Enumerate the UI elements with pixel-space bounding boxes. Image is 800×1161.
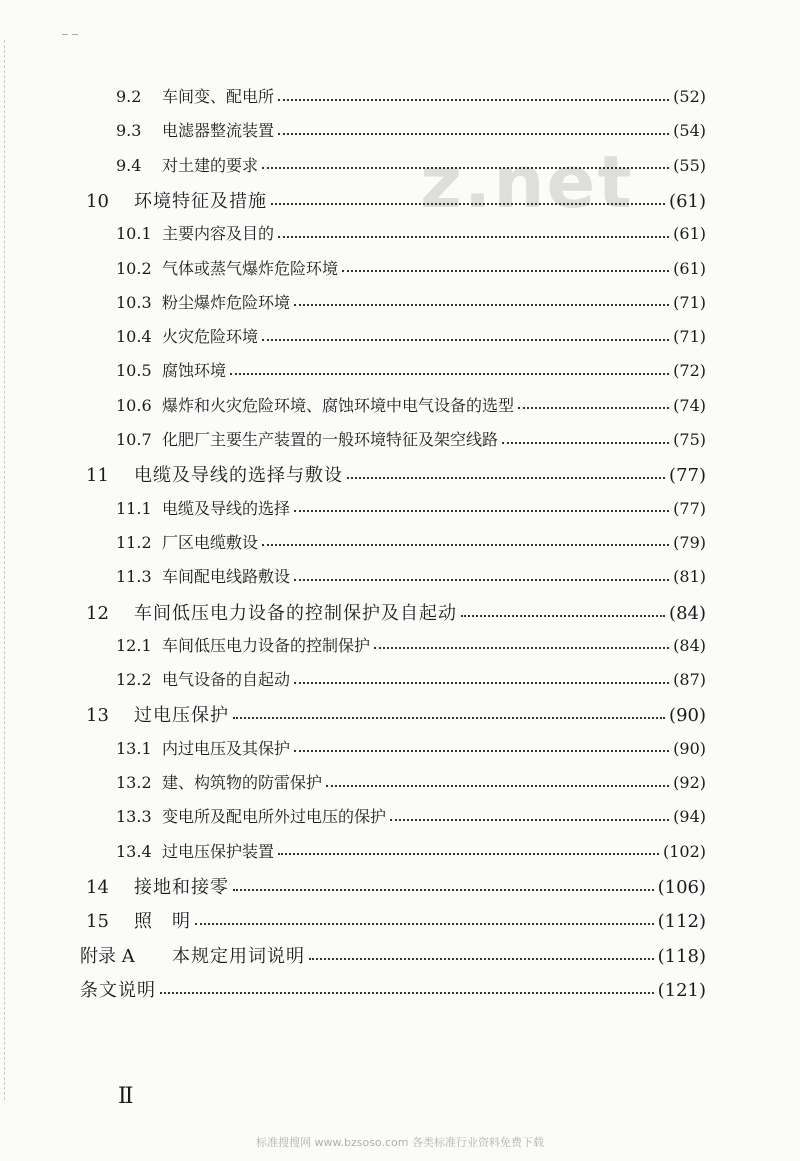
toc-section-entry[interactable] — [116, 221, 706, 244]
toc-entry-title: 电气设备的自起动 — [162, 670, 291, 690]
toc-page-number: (81) — [673, 567, 706, 587]
toc-entry-title: 车间变、配电所 — [162, 87, 275, 106]
toc-page-number: (106) — [657, 876, 706, 898]
toc-entry-title: 内过电压及其保护 — [162, 738, 291, 758]
toc-entry-title: 对土建的要求 — [162, 155, 259, 175]
toc-entry-number: 11.2 — [116, 532, 152, 552]
toc-dot-leader — [271, 203, 665, 205]
toc-section-entry[interactable] — [116, 667, 706, 690]
toc-page-number: (61) — [673, 224, 706, 244]
toc-entry-title: 气体或蒸气爆炸危险环境 — [162, 258, 339, 278]
toc-entry-title: 腐蚀环境 — [162, 361, 227, 381]
toc-entry-number: 9.4 — [116, 155, 142, 175]
toc-dot-leader — [195, 923, 654, 925]
toc-page-number: (121) — [657, 979, 706, 1001]
toc-entry-title: 粉尘爆炸危险环境 — [162, 292, 291, 312]
toc-dot-leader — [233, 717, 665, 719]
toc-page-number: (90) — [673, 738, 706, 758]
toc-entry-number: 11.1 — [116, 498, 152, 518]
toc-dot-leader — [262, 544, 669, 546]
toc-entry-title: 车间低压电力设备的控制保护及自起动 — [134, 602, 457, 624]
toc-entry-number: 10.1 — [116, 224, 152, 244]
toc-dot-leader — [278, 236, 669, 238]
toc-entry-number: 11.3 — [116, 567, 152, 587]
toc-chapter-entry[interactable] — [86, 701, 706, 727]
toc-entry-title: 建、构筑物的防雷保护 — [162, 773, 323, 792]
toc-entry-title: 条文说明 — [80, 979, 156, 1001]
toc-dot-leader — [374, 647, 669, 649]
toc-section-entry[interactable] — [116, 564, 706, 587]
toc-entry-number: 9.2 — [116, 87, 142, 106]
toc-dot-leader — [278, 133, 669, 135]
toc-page-number: (102) — [662, 841, 706, 861]
toc-page-number: (75) — [673, 430, 706, 449]
toc-entry-title: 过电压保护 — [134, 705, 229, 727]
toc-dot-leader — [230, 373, 669, 375]
toc-entry-title: 电缆及导线的选择与敷设 — [134, 465, 343, 487]
toc-entry-number: 10.5 — [116, 361, 152, 381]
toc-section-entry[interactable] — [116, 118, 706, 141]
toc-page-number: (77) — [669, 465, 706, 487]
toc-dot-leader — [390, 819, 669, 821]
toc-page-number: (74) — [673, 395, 706, 415]
toc-dot-leader — [502, 442, 669, 444]
toc-dot-leader — [518, 407, 669, 409]
toc-dot-leader — [160, 992, 654, 994]
page-folio: II — [118, 1084, 132, 1109]
toc-entry-title: 照 明 — [134, 911, 191, 933]
toc-section-entry[interactable] — [116, 427, 706, 450]
scan-speck — [72, 34, 78, 35]
toc-entry-number: 10.4 — [116, 327, 152, 347]
toc-entry-number: 15 — [86, 911, 109, 933]
toc-dot-leader — [278, 853, 659, 855]
toc-chapter-entry[interactable] — [86, 873, 706, 899]
toc-page-number: (84) — [673, 635, 706, 655]
toc-entry-number: 14 — [86, 876, 109, 898]
toc-entry-title: 爆炸和火灾危险环境、腐蚀环境中电气设备的选型 — [162, 395, 515, 415]
toc-section-entry[interactable] — [116, 633, 706, 656]
toc-entry-number: 11 — [86, 465, 109, 487]
toc-entry-title: 电滤器整流装置 — [162, 121, 275, 141]
toc-section-entry[interactable] — [116, 530, 706, 553]
toc-page-number: (71) — [673, 327, 706, 347]
toc-page-number: (79) — [673, 532, 706, 552]
toc-section-entry[interactable] — [116, 358, 706, 381]
toc-entry-number: 附录 A — [80, 945, 135, 967]
toc-entry-number: 13.4 — [116, 841, 152, 861]
toc-dot-leader — [233, 889, 654, 891]
toc-section-entry[interactable] — [116, 256, 706, 279]
toc-dot-leader — [326, 785, 669, 787]
toc-chapter-entry[interactable] — [86, 461, 706, 487]
toc-section-entry[interactable] — [116, 770, 706, 793]
scan-edge-mark — [4, 40, 5, 1100]
toc-entry-number: 13.3 — [116, 807, 152, 827]
toc-entry-title: 车间低压电力设备的控制保护 — [162, 635, 371, 655]
toc-entry-title: 本规定用词说明 — [172, 945, 305, 967]
toc-page-number: (61) — [669, 190, 706, 212]
footer-source-line: 标准搜搜网 www.bzsoso.com 各类标准行业资料免费下载 — [256, 1136, 544, 1149]
toc-section-entry[interactable] — [116, 393, 706, 416]
toc-dot-leader — [294, 304, 669, 306]
toc-dot-leader — [309, 958, 654, 960]
toc-page-number: (54) — [673, 121, 706, 141]
watermark: z.net — [420, 140, 634, 224]
toc-entry-number: 13.2 — [116, 773, 152, 792]
toc-chapter-entry[interactable] — [86, 907, 706, 933]
toc-entry-number: 10.2 — [116, 258, 152, 278]
toc-dot-leader — [262, 167, 669, 169]
toc-page-number: (94) — [673, 807, 706, 827]
toc-entry-title: 接地和接零 — [134, 876, 229, 898]
toc-dot-leader — [347, 477, 665, 479]
toc-page-number: (87) — [673, 670, 706, 690]
toc-section-entry[interactable] — [116, 736, 706, 759]
toc-page-number: (71) — [673, 292, 706, 312]
toc-section-entry[interactable] — [116, 290, 706, 313]
toc-section-entry[interactable] — [116, 839, 706, 862]
toc-section-entry[interactable] — [116, 84, 706, 107]
toc-dot-leader — [342, 270, 669, 272]
toc-entry-number: 9.3 — [116, 121, 142, 141]
toc-entry-title: 变电所及配电所外过电压的保护 — [162, 807, 387, 827]
toc-chapter-entry[interactable] — [86, 187, 706, 213]
toc-section-entry[interactable] — [116, 804, 706, 827]
toc-entry-number: 12.2 — [116, 670, 152, 690]
scan-speck — [62, 34, 68, 35]
toc-entry-title: 主要内容及目的 — [162, 224, 275, 244]
toc-page-number: (77) — [673, 498, 706, 518]
toc-section-entry[interactable] — [116, 153, 706, 176]
toc-entry-title: 环境特征及措施 — [134, 190, 267, 212]
toc-entry-number: 10.7 — [116, 430, 152, 449]
toc-chapter-entry[interactable] — [86, 599, 706, 625]
toc-dot-leader — [294, 682, 669, 684]
toc-dot-leader — [461, 615, 665, 617]
toc-entry-number: 10.3 — [116, 292, 152, 312]
toc-dot-leader — [278, 99, 669, 101]
toc-entry-number: 10.6 — [116, 395, 152, 415]
toc-page-number: (61) — [673, 258, 706, 278]
toc-entry-number: 13 — [86, 705, 109, 727]
toc-page-number: (72) — [673, 361, 706, 381]
toc-entry-number: 10 — [86, 190, 109, 212]
toc-entry-title: 厂区电缆敷设 — [162, 532, 259, 552]
toc-entry-number: 12 — [86, 602, 109, 624]
toc-entry-title: 电缆及导线的选择 — [162, 498, 291, 518]
toc-section-entry[interactable] — [116, 324, 706, 347]
toc-entry-title: 过电压保护装置 — [162, 841, 275, 861]
toc-page-number: (55) — [673, 155, 706, 175]
toc-page-number: (90) — [669, 705, 706, 727]
toc-entry-title: 化肥厂主要生产装置的一般环境特征及架空线路 — [162, 430, 499, 449]
toc-page-number: (52) — [673, 87, 706, 106]
toc-page-number: (92) — [673, 773, 706, 792]
toc-entry-number: 12.1 — [116, 635, 152, 655]
toc-entry-title: 车间配电线路敷设 — [162, 567, 291, 587]
toc-dot-leader — [262, 339, 669, 341]
toc-page-number: (84) — [669, 602, 706, 624]
toc-page-number: (118) — [657, 945, 706, 967]
toc-dot-leader — [294, 579, 669, 581]
toc-page-number: (112) — [657, 911, 706, 933]
toc-section-entry[interactable] — [116, 496, 706, 519]
toc-appendix-entry[interactable] — [80, 942, 706, 968]
toc-dot-leader — [294, 510, 669, 512]
toc-appendix-entry[interactable] — [80, 976, 706, 1002]
toc-entry-title: 火灾危险环境 — [162, 327, 259, 347]
toc-entry-number: 13.1 — [116, 738, 152, 758]
toc-dot-leader — [294, 750, 669, 752]
